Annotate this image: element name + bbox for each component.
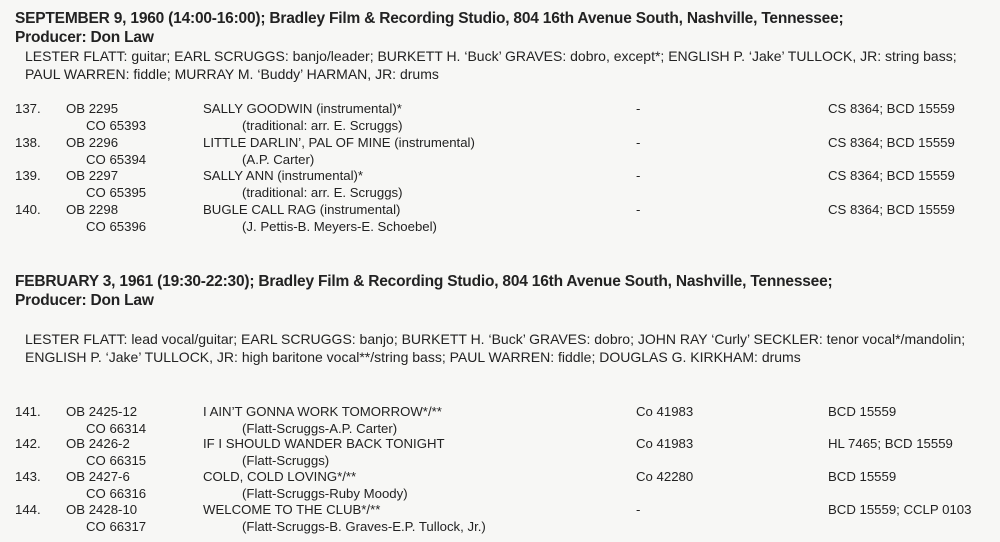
session-2-date-location: FEBRUARY 3, 1961 (19:30-22:30); Bradley Film & Recording Studio, 804 16th Avenue South, Nashville, Tennessee; [15, 273, 833, 290]
single-release: Co 41983 [636, 436, 694, 451]
co-number: CO 65395 [86, 185, 147, 200]
track-title: IF I SHOULD WANDER BACK TONIGHT [203, 436, 445, 451]
track-title: COLD, COLD LOVING*/** [203, 469, 357, 484]
single-release: - [636, 202, 641, 217]
session-2-header [15, 272, 832, 310]
track-title: I AIN’T GONNA WORK TOMORROW*/** [203, 404, 442, 419]
track-row [0, 202, 1000, 236]
single-release: - [636, 168, 641, 183]
album-release: BCD 15559 [828, 469, 897, 484]
track-title: BUGLE CALL RAG (instrumental) [203, 202, 401, 217]
co-number: CO 65396 [86, 219, 147, 234]
co-number: CO 65394 [86, 152, 147, 167]
composer-credit: (A.P. Carter) [242, 152, 315, 167]
composer-credit: (Flatt-Scruggs-A.P. Carter) [242, 421, 398, 436]
track-row [0, 502, 1000, 536]
single-release: Co 41983 [636, 404, 694, 419]
matrix-number: OB 2295 [66, 101, 119, 116]
album-release: CS 8364; BCD 15559 [828, 202, 955, 217]
matrix-number: OB 2427-6 [66, 469, 130, 484]
track-number: 141. [15, 404, 41, 419]
matrix-number: OB 2298 [66, 202, 119, 217]
track-number: 137. [15, 101, 41, 116]
composer-credit: (traditional: arr. E. Scruggs) [242, 185, 403, 200]
matrix-number: OB 2428-10 [66, 502, 138, 517]
track-title: LITTLE DARLIN’, PAL OF MINE (instrumental) [203, 135, 475, 150]
session-1-producer: Producer: Don Law [15, 29, 154, 46]
co-number: CO 65393 [86, 118, 147, 133]
single-release: - [636, 502, 641, 517]
album-release: BCD 15559 [828, 404, 897, 419]
co-number: CO 66316 [86, 486, 147, 501]
composer-credit: (Flatt-Scruggs) [242, 453, 330, 468]
album-release: BCD 15559; CCLP 0103 [828, 502, 972, 517]
track-number: 142. [15, 436, 41, 451]
track-row [0, 168, 1000, 202]
composer-credit: (traditional: arr. E. Scruggs) [242, 118, 403, 133]
album-release: CS 8364; BCD 15559 [828, 101, 955, 116]
matrix-number: OB 2296 [66, 135, 119, 150]
co-number: CO 66314 [86, 421, 147, 436]
single-release: Co 42280 [636, 469, 694, 484]
co-number: CO 66315 [86, 453, 147, 468]
track-row [0, 469, 1000, 503]
composer-credit: (Flatt-Scruggs-B. Graves-E.P. Tullock, Jr.) [242, 519, 486, 534]
track-title: SALLY ANN (instrumental)* [203, 168, 364, 183]
session-2-personnel: LESTER FLATT: lead vocal/guitar; EARL SCRUGGS: banjo; BURKETT H. ‘Buck’ GRAVES: dobro; JOHN RAY ‘Curly’ SECKLER: tenor vocal*/mandolin; ENGLISH P. ‘Jake’ TULLOCK, JR: high baritone vocal**/string bass; PAUL WARREN: fiddle; DOUGLAS G. KIRKHAM: drums [25, 331, 966, 365]
album-release: CS 8364; BCD 15559 [828, 135, 955, 150]
matrix-number: OB 2426-2 [66, 436, 130, 451]
composer-credit: (Flatt-Scruggs-Ruby Moody) [242, 486, 408, 501]
track-number: 140. [15, 202, 41, 217]
single-release: - [636, 101, 641, 116]
track-row [0, 404, 1000, 438]
track-title: WELCOME TO THE CLUB*/** [203, 502, 381, 517]
track-number: 139. [15, 168, 41, 183]
composer-credit: (J. Pettis-B. Meyers-E. Schoebel) [242, 219, 437, 234]
track-number: 144. [15, 502, 41, 517]
track-row [0, 101, 1000, 135]
track-row [0, 135, 1000, 169]
session-2-producer: Producer: Don Law [15, 292, 154, 309]
co-number: CO 66317 [86, 519, 147, 534]
single-release: - [636, 135, 641, 150]
track-number: 138. [15, 135, 41, 150]
session-1-date-location: SEPTEMBER 9, 1960 (14:00-16:00); Bradley Film & Recording Studio, 804 16th Avenue South, Nashville, Tennessee; [15, 10, 844, 27]
track-row [0, 436, 1000, 470]
matrix-number: OB 2425-12 [66, 404, 138, 419]
album-release: CS 8364; BCD 15559 [828, 168, 955, 183]
session-1-header [15, 9, 843, 47]
matrix-number: OB 2297 [66, 168, 119, 183]
track-title: SALLY GOODWIN (instrumental)* [203, 101, 402, 116]
album-release: HL 7465; BCD 15559 [828, 436, 953, 451]
session-1-personnel: LESTER FLATT: guitar; EARL SCRUGGS: banjo/leader; BURKETT H. ‘Buck’ GRAVES: dobro, except*; ENGLISH P. ‘Jake’ TULLOCK, JR: string bass; PAUL WARREN: fiddle; MURRAY M. ‘Buddy’ HARMAN, JR: drums [25, 48, 957, 82]
track-number: 143. [15, 469, 41, 484]
